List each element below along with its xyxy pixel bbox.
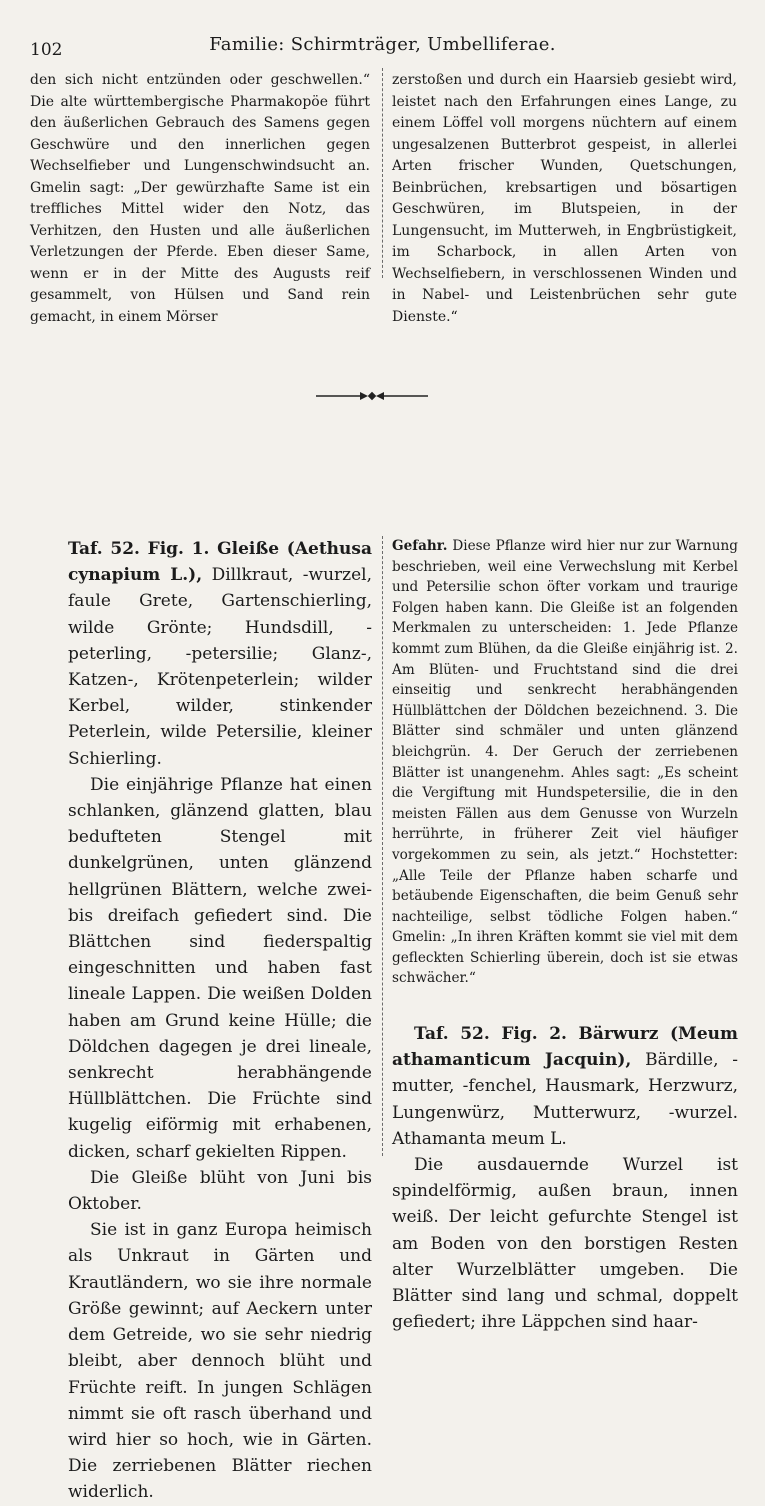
entry-heading-fig2 <box>392 1021 738 1152</box>
section-divider-ornament <box>316 386 428 406</box>
root-description-paragraph: Die ausdauernde Wurzel ist spindelförmig, außen braun, innen weiß. Der leicht gefurchte Stengel ist am Boden von den borstigen Resten alter Wurzelblätter umgeben. Die Blätter sind lang und schmal, doppelt gefiedert; ihre Läppchen sind haar- <box>392 1155 738 1333</box>
top-left-text: den sich nicht entzünden oder geschwellen.“ Die alte württembergische Pharmakopöe führt den äußerlichen Gebrauch des Samens gegen Geschwüre und den innerlichen gegen Wechselfieber und Lungenschwindsucht an. Gmelin sagt: „Der gewürzhafte Same ist ein treffliches Mittel wider den Notz, das Verhitzen, den Husten und alle äußerlichen Verletzungen der Pferde. Eben dieser Same, wenn er in der Mitte des Augusts reif gesammelt, von Hülsen und Sand rein gemacht, in einem Mörser <box>30 72 370 325</box>
page-number: 102 <box>30 40 63 60</box>
gefahr-text: Diese Pflanze wird hier nur zur Warnung beschrieben, weil eine Verwechslung mit Kerbel und Petersilie schon öfter vorkam und traurige Folgen haben kann. Die Gleiße ist an folgenden Merkmalen zu unterscheiden: 1. Jede Pflanze kommt zum Blühen, da die Gleiße einjährig ist. 2. Am Blüten- und Fruchtstand sind die drei einseitig und senkrecht herabhängenden Hüllblättchen der Döldchen bezeichnend. 3. Die Blätter sind schmäler und unten glänzend bleichgrün. 4. Der Geruch der zerriebenen Blätter ist unangenehm. Ahles sagt: „Es scheint die Vergiftung mit Hundspetersilie, die in den meisten Fällen aus dem Genusse von Wurzeln herrührte, in früherer Zeit viel häufiger vorgekommen zu sein, als jetzt.“ Hochstetter: „Alle Teile der Pflanze haben scharfe und betäubende Eigenschaften, die beim Genuß sehr nachteilige, selbst tödliche Folgen haben.“ Gmelin: „In ihren Kräften kommt sie viel mit dem gefleckten Schierling überein, doch ist sie etwas schwächer.“ <box>392 538 738 987</box>
gefahr-paragraph <box>392 536 738 989</box>
gefahr-label: Gefahr. <box>392 538 448 554</box>
top-right-text: zerstoßen und durch ein Haarsieb gesiebt wird, leistet nach den Erfahrungen eines Lange, zu einem Löffel voll morgens nüchtern auf einem ungesalzenen Butterbrot gespeist, in allerlei Arten frischer Wunden, Quetschungen, Beinbrüchen, krebsartigen und bösartigen Geschwüren, im Blutspeien, in der Lungensucht, im Mutterweh, in Engbrüstigkeit, im Scharbock, in allen Arten von Wechselfiebern, in verschlossenen Winden und in Nabel- und Leistenbrüchen sehr gute Dienste.“ <box>392 72 737 325</box>
habitat-paragraph: Sie ist in ganz Europa heimisch als Unkraut in Gärten und Krautländern, wo sie ihre normale Größe gewinnt; auf Aeckern unter dem Getreide, wo sie sehr niedrig bleibt, aber dennoch blüht und Früchte reift. In jungen Schlägen nimmt sie oft rasch überhand und wird hier so hoch, wie in Gärten. Die zerriebenen Blätter riechen widerlich. <box>68 1220 372 1503</box>
entry-heading-fig1 <box>68 536 372 772</box>
top-left-column <box>30 70 370 325</box>
running-header: Familie: Schirmträger, Umbelliferae. <box>209 34 556 55</box>
flowering-paragraph: Die Gleiße blüht von Juni bis Oktober. <box>68 1167 372 1215</box>
left-main-column <box>68 536 372 1503</box>
entry-heading-fig1-label: Taf. 52. Fig. 1. Gleiße (Aethusa cynapium L.), <box>68 539 372 586</box>
right-main-column <box>392 536 739 1333</box>
entry-heading-fig2-synonyms: Bärdille, -mutter, -fenchel, Hausmark, Herzwurz, Lungenwürz, Mutterwurz, -wurzel. Athamanta meum L. <box>392 1050 739 1149</box>
top-right-column <box>392 70 737 325</box>
column-divider-main <box>382 536 383 1156</box>
description-paragraph: Die einjährige Pflanze hat einen schlanken, glänzend glatten, blau bedufteten Stengel mit dunkelgrünen, unten glänzend hellgrünen Blättern, welche zwei- bis dreifach gefiedert sind. Die Blättchen sind fiederspaltig eingeschnitten und haben fast lineale Lappen. Die weißen Dolden haben am Grund keine Hülle; die Döldchen dagegen je drei lineale, senkrecht herabhängende Hüllblättchen. Die Früchte sind kugelig eiförmig mit erhabenen, dicken, scharf gekielten Rippen. <box>68 774 372 1162</box>
entry-heading-fig1-synonyms: Dillkraut, -wurzel, faule Grete, Gartenschierling, wilde Grönte; Hundsdill, -peterling, -petersilie; Glanz-, Katzen-, Krötenpeterlein; wilder Kerbel, wilder, stinkender Peterlein, wilde Petersilie, kleiner Schierling. <box>68 565 372 769</box>
column-divider-top <box>382 68 383 278</box>
entry-heading-fig2-label: Taf. 52. Fig. 2. Bärwurz (Meum athamanticum Jacquin), <box>392 1024 738 1071</box>
